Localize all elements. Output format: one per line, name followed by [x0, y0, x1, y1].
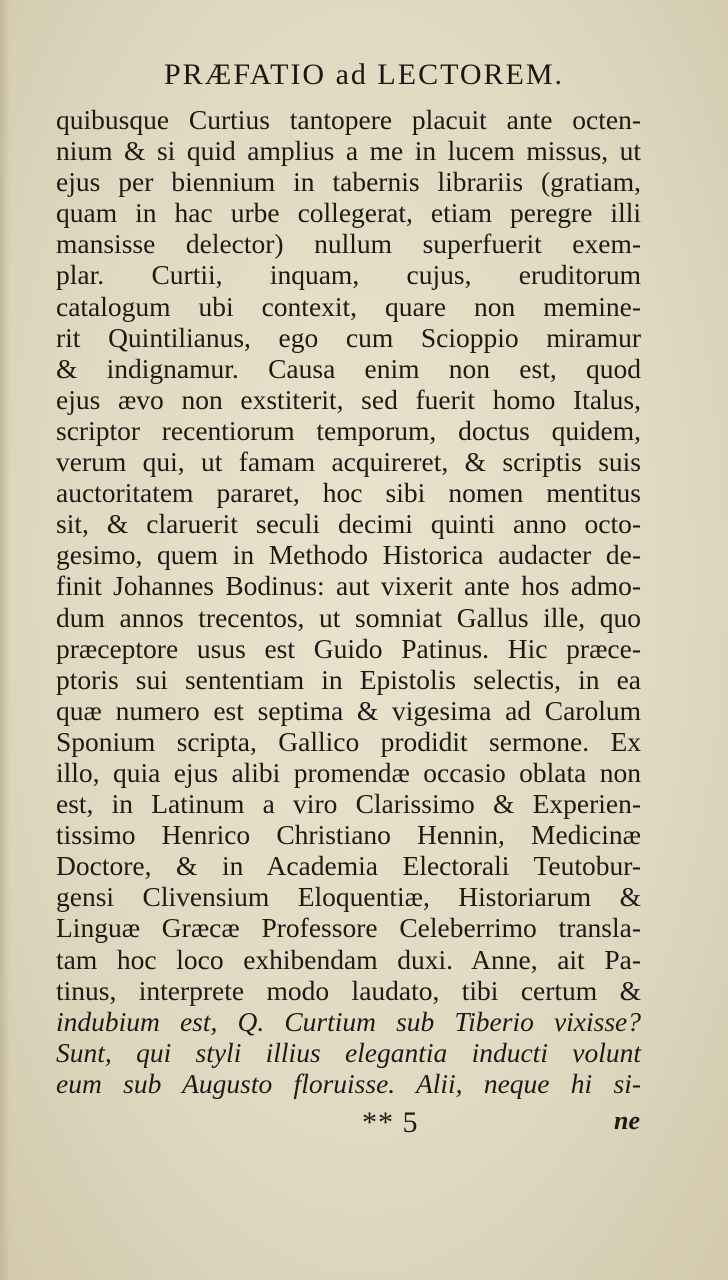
text-line: Sponium scripta, Gallico prodidit sermone. Ex [56, 725, 641, 757]
text-line: indubium est, Q. Curtium sub Tiberio vixisse? [56, 1005, 641, 1037]
text-line: ptoris sui sententiam in Epistolis selectis, in ea [56, 663, 641, 695]
running-head: PRÆFATIO ad LECTOREM. [163, 58, 565, 91]
text-line: mansisse delector) nullum superfuerit exem- [56, 228, 641, 260]
text-line: dum annos trecentos, ut somniat Gallus ille, quo [56, 601, 641, 633]
text-line: gesimo, quem in Methodo Historica audacter de- [56, 539, 641, 571]
text-line: ejus ævo non exstiterit, sed fuerit homo Italus, [56, 383, 641, 415]
text-line: sit, & claruerit seculi decimi quinti anno octo- [56, 508, 641, 540]
catchword: ne [614, 1106, 640, 1135]
text-line: Sunt, qui styli illius elegantia inducti volunt [56, 1036, 641, 1068]
text-line: auctoritatem pararet, hoc sibi nomen mentitus [56, 477, 641, 509]
text-line: scriptor recentiorum temporum, doctus quidem, [56, 414, 641, 446]
text-line: catalogum ubi contexit, quare non memine- [56, 290, 641, 322]
text-line: Linguæ Græcæ Professore Celeberrimo transla- [56, 912, 641, 944]
text-line: & indignamur. Causa enim non est, quod [56, 352, 641, 384]
text-line: præceptore usus est Guido Patinus. Hic præce- [56, 632, 641, 664]
text-line: quibusque Curtius tantopere placuit ante octen- [56, 104, 641, 135]
text-line: est, in Latinum a viro Clarissimo & Experien- [56, 788, 641, 820]
text-line: tissimo Henrico Christiano Hennin, Medicinæ [56, 819, 641, 851]
text-line: finit Johannes Bodinus: aut vixerit ante hos admo- [56, 570, 641, 602]
signature-mark: ** 5 [362, 1106, 419, 1139]
text-line: plar. Curtii, inquam, cujus, eruditorum [56, 259, 641, 291]
text-line: tinus, interprete modo laudato, tibi certum & [56, 974, 641, 1006]
text-line: verum qui, ut famam acquireret, & scriptis suis [56, 446, 641, 478]
page-gutter-shadow [0, 0, 10, 1280]
text-line: illo, quia ejus alibi promendæ occasio oblata non [56, 756, 641, 788]
text-line: nium & si quid amplius a me in lucem missus, ut [56, 135, 641, 167]
text-line: quæ numero est septima & vigesima ad Carolum [56, 694, 641, 726]
text-line: tam hoc loco exhibendam duxi. Anne, ait Pa- [56, 943, 641, 975]
text-line: eum sub Augusto floruisse. Alii, neque hi si- [56, 1067, 641, 1099]
text-line: Doctore, & in Academia Electorali Teutobur- [56, 850, 641, 882]
text-line: ejus per biennium in tabernis librariis (gratiam, [56, 166, 641, 198]
text-line: rit Quintilianus, ego cum Scioppio miramur [56, 321, 641, 353]
text-line: quam in hac urbe collegerat, etiam peregre illi [56, 197, 641, 229]
body-text [56, 104, 641, 1099]
text-line: gensi Clivensium Eloquentiæ, Historiarum & [56, 881, 641, 913]
